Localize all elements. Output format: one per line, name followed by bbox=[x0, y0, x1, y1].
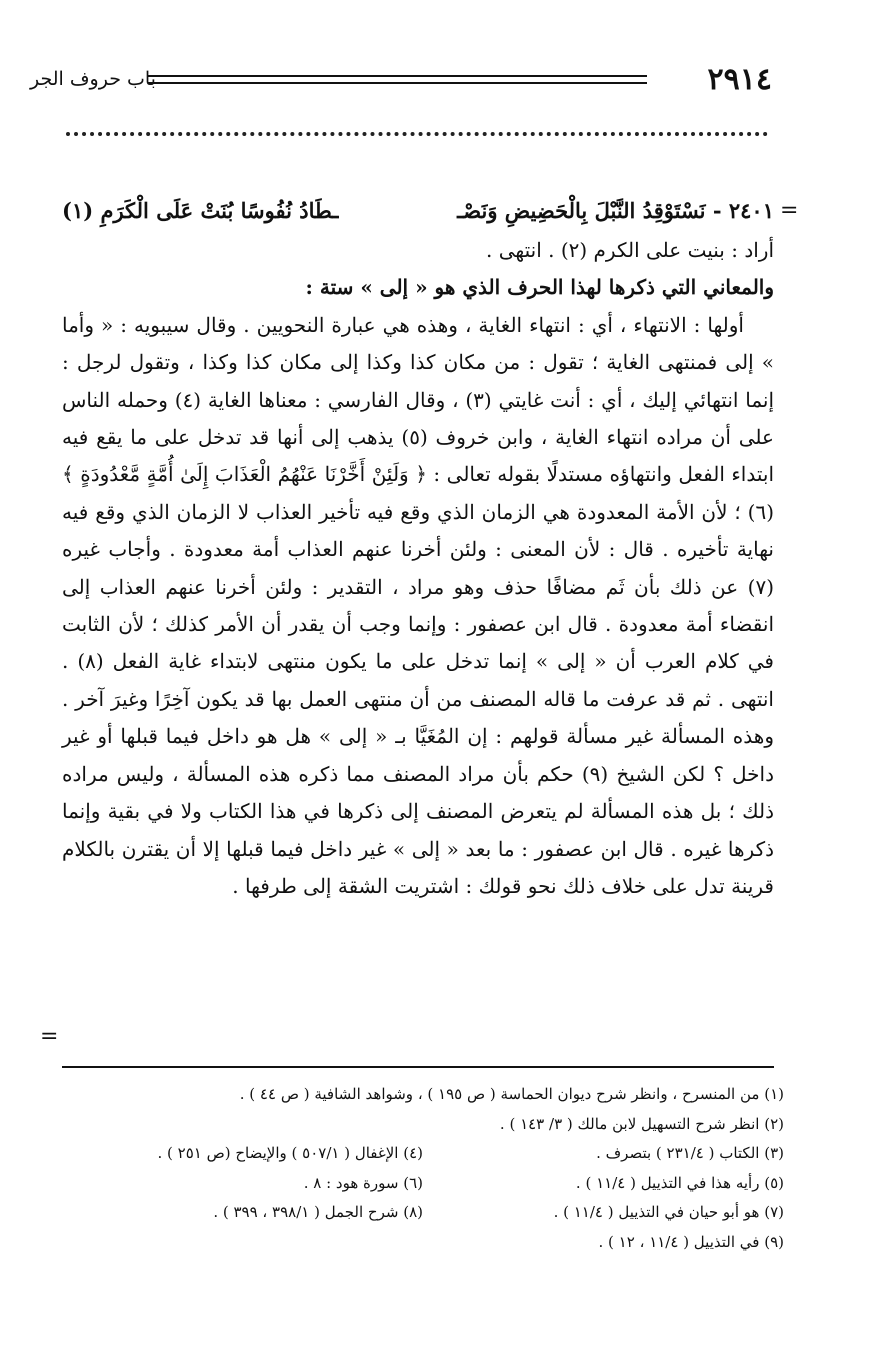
page-header bbox=[30, 62, 772, 102]
continuation-mark-top: = bbox=[780, 198, 799, 223]
continuation-mark-bottom: = bbox=[40, 1024, 59, 1049]
footnote-4: (٤) الإغفال ( ٥٠٧/١ ) والإيضاح (ص ٢٥١ ) . bbox=[157, 1144, 423, 1163]
footnote-1: (١) من المنسرح ، وانظر شرح ديوان الحماسة ( ص ١٩٥ ) ، وشواهد الشافية ( ص ٤٤ ) . bbox=[239, 1085, 784, 1103]
verse-second-hemistich: ـطَادُ نُفُوسًا بُنَتْ عَلَى الْكَرَمِ (١) bbox=[62, 198, 339, 223]
footnote-6: (٦) سورة هود : ٨ . bbox=[303, 1173, 423, 1192]
section-heading: والمعاني التي ذكرها لهذا الحرف الذي هو « إلى » ستة : bbox=[305, 275, 774, 300]
footnote-rule bbox=[62, 1066, 774, 1068]
paragraph-1: أراد : بنيت على الكرم (٢) . انتهى . bbox=[485, 238, 774, 262]
dotted-separator bbox=[66, 132, 768, 136]
running-title: باب حروف الجر bbox=[30, 68, 156, 90]
footnote-3: (٣) الكتاب ( ٢٣١/٤ ) بتصرف . bbox=[596, 1144, 784, 1163]
footnote-2: (٢) انظر شرح التسهيل لابن مالك ( ٣/ ١٤٣ ) . bbox=[499, 1114, 784, 1133]
footnote-7: (٧) هو أبو حيان في التذييل ( ١١/٤ ) . bbox=[553, 1203, 784, 1222]
poetry-verse bbox=[62, 192, 774, 232]
header-rule bbox=[148, 75, 647, 84]
footnote-5: (٥) رأيه هذا في التذييل ( ١١/٤ ) . bbox=[575, 1173, 784, 1192]
main-text bbox=[62, 192, 774, 905]
page-number: ٢٩١٤ bbox=[707, 62, 772, 97]
footnote-8: (٨) شرح الجمل ( ٣٩٨/١ ، ٣٩٩ ) . bbox=[213, 1203, 423, 1222]
paragraph-2: أولها : الانتهاء ، أي : انتهاء الغاية ، وهذه هي عبارة النحويين . وقال سيبويه : « وأما » إلى فمنتهى الغاية ؛ تقول : من مكان كذا وكذا إلى مكان كذا وكذا ، وتقول لرجل : إنما انتهائي إليك ، أي : أنت غايتي (٣) ، وقال الفارسي : معناها الغاية (٤) وحمله الناس على أن مراده انتهاء الغاية ، وابن خروف (٥) يذهب إلى أنها قد تدخل على ما يقع فيه ابتداء الفعل وانتهاؤه مستدلًا بقوله تعالى : ﴿ وَلَئِنْ أَخَّرْنَا عَنْهُمُ الْعَذَابَ إِلَىٰ أُمَّةٍ مَّعْدُودَةٍ ﴾ (٦) ؛ لأن الأمة المعدودة هي الزمان الذي وقع فيه تأخير العذاب لا الزمان الذي وقع فيه نهاية تأخيره . قال : لأن المعنى : ولئن أخرنا عنهم العذاب أمة معدودة . وأجاب غيره (٧) عن ذلك بأن ثَم مضافًا حذف وهو مراد ، التقدير : ولئن أخرنا عنهم العذاب إلى انقضاء أمة معدودة . قال ابن عصفور : وإنما وجب أن يقدر أن الأمر كذلك ؛ لأن الثابت في كلام العرب أن « إلى » إنما تدخل على ما يكون منتهى لابتداء غاية الفعل (٨) . انتهى . ثم قد عرفت ما قاله المصنف من أن منتهى العمل بها قد يكون آخِرًا وغيرَ آخر . وهذه المسألة غير مسألة قولهم : إن المُغَيَّا بـ « إلى » هل هو داخل فيما قبلها أو غير داخل ؟ لكن الشيخ (٩) حكم بأن مراد المصنف مما ذكره هذه المسألة ، وليس مراده ذلك ؛ بل هذه المسألة لم يتعرض المصنف إلى ذكرها في هذا الكتاب ولا في بقية وإنما ذكرها غيره . قال ابن عصفور : ما بعد « إلى » غير داخل فيما قبلها إلا أن يقترن بالكلام قرينة تدل على خلاف ذلك نحو قولك : اشتريت الشقة إلى طرفها . bbox=[62, 312, 775, 898]
verse-first-hemistich: ٢٤٠١ - نَسْتَوْقِدُ النَّبْلَ بِالْحَضِيضِ وَنَصْـ bbox=[457, 198, 774, 223]
footnotes bbox=[62, 1080, 784, 1258]
footnote-9: (٩) في التذييل ( ١١/٤ ، ١٢ ) . bbox=[598, 1232, 784, 1251]
